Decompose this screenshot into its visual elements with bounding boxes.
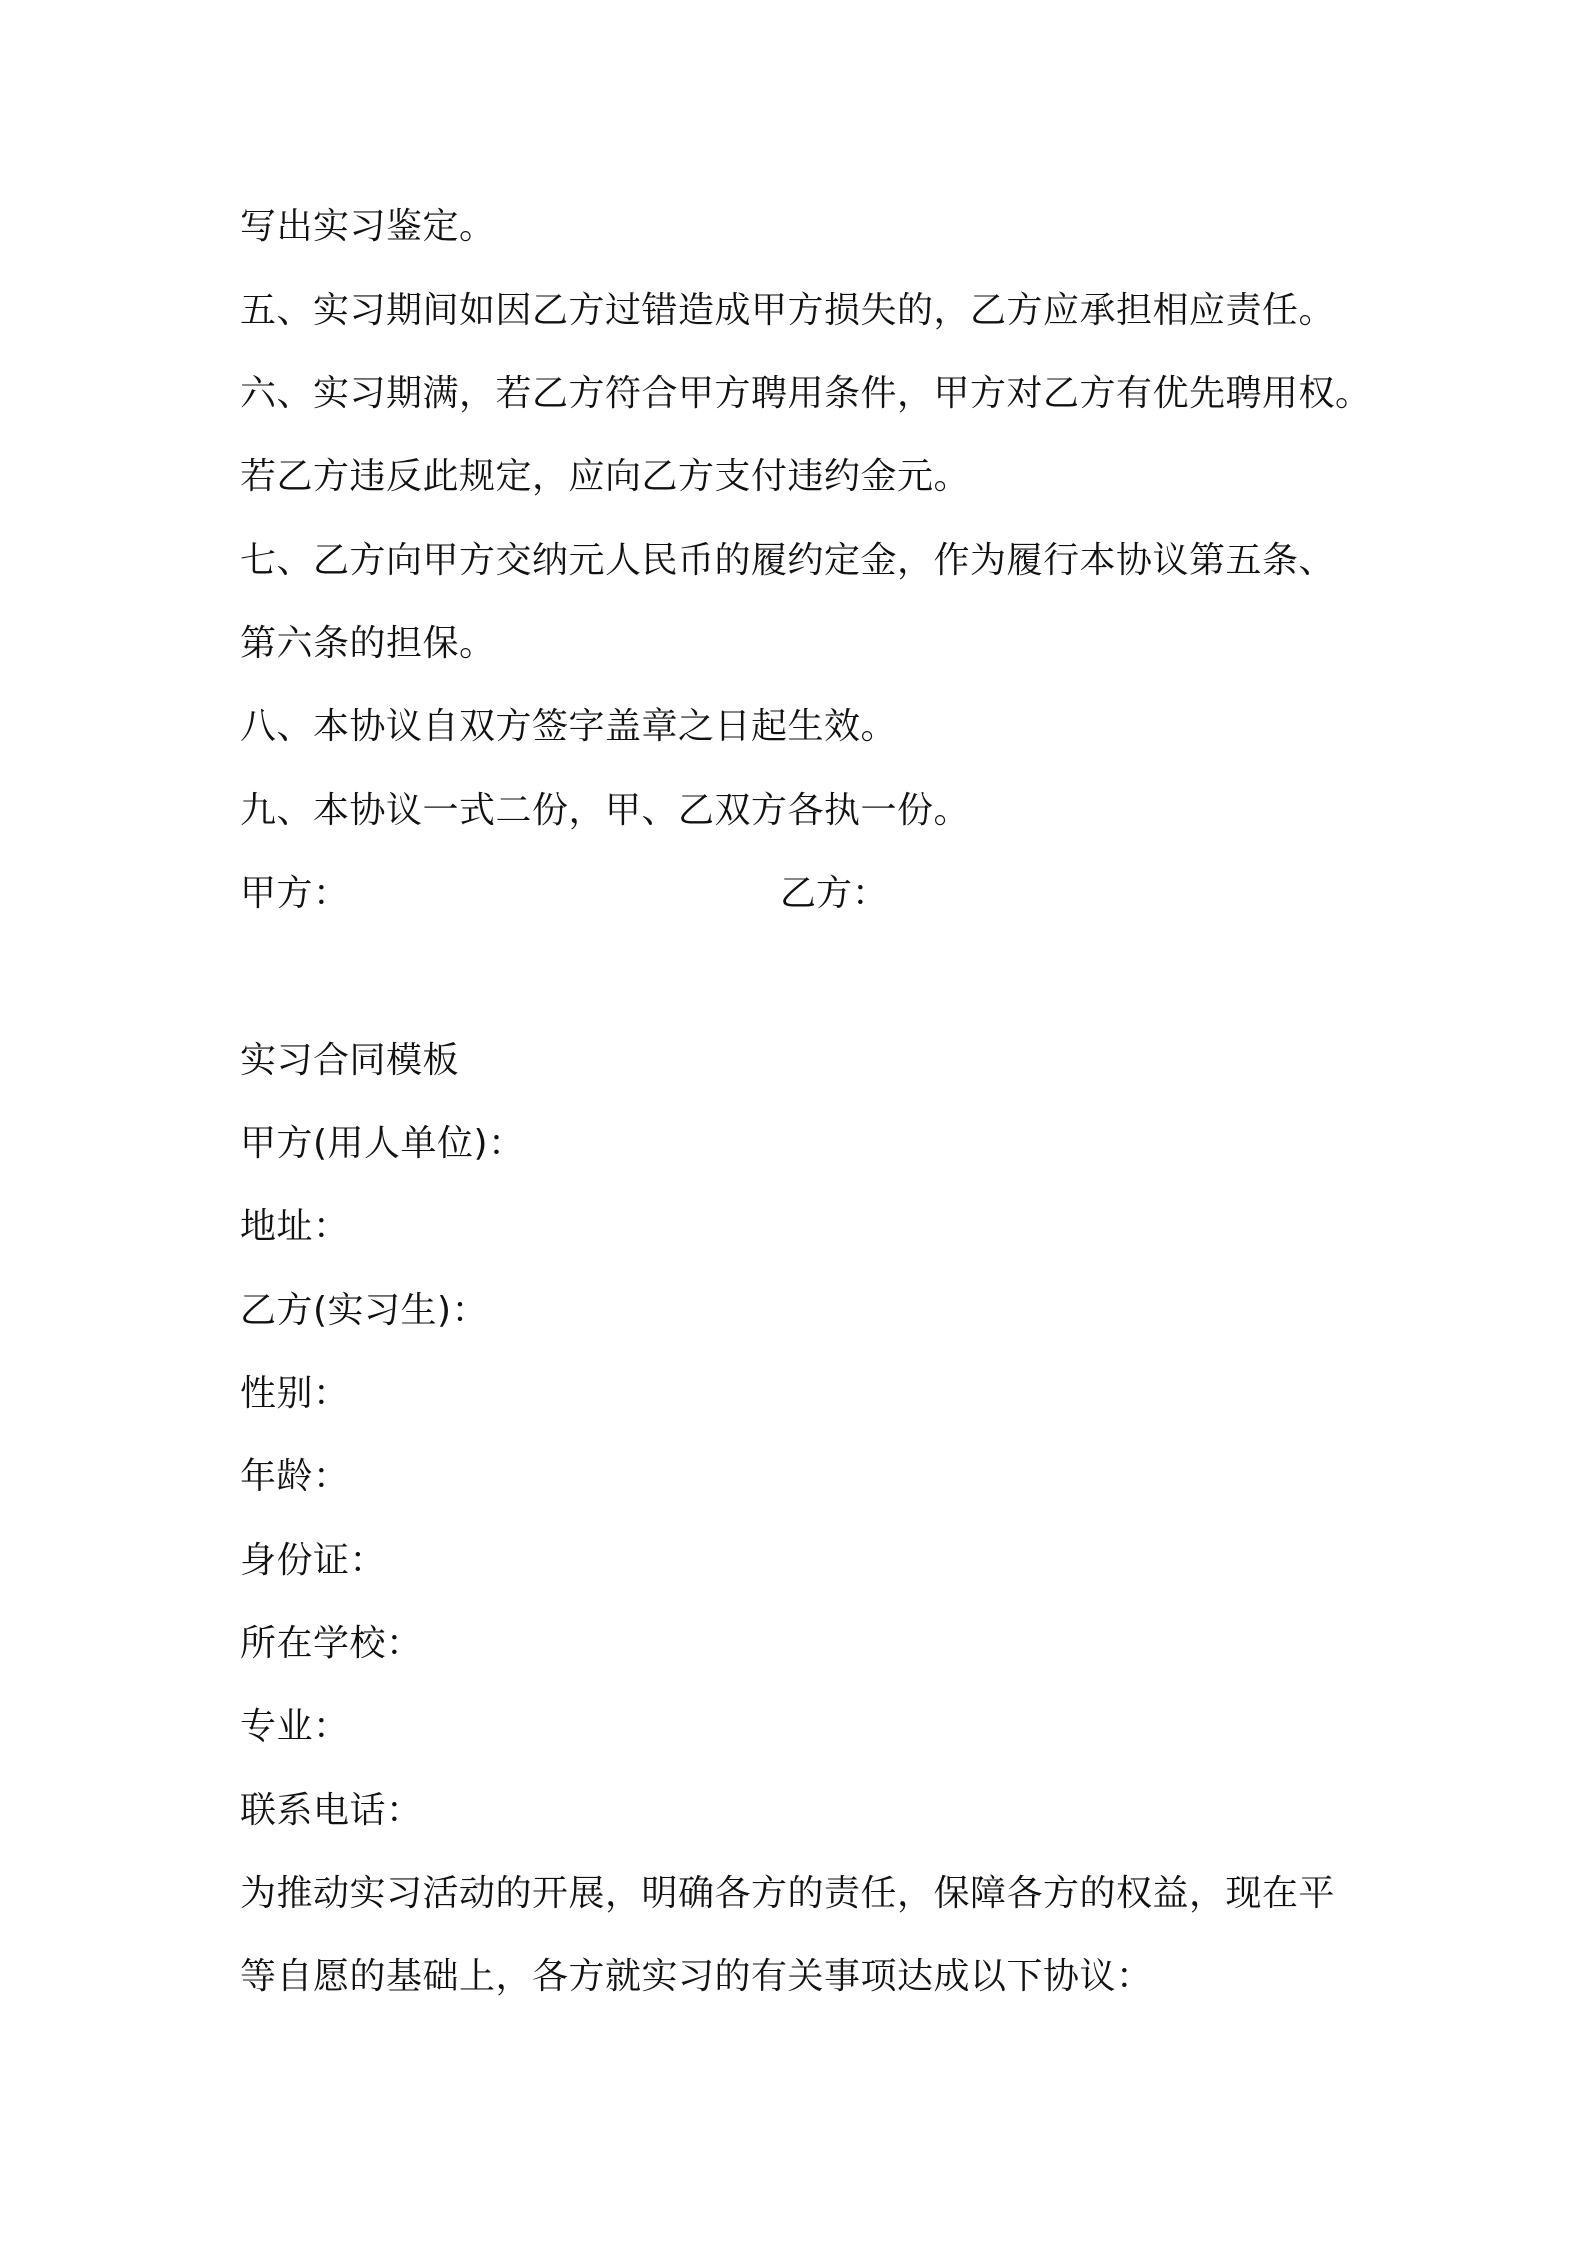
clause-8: 八、本协议自双方签字盖章之日起生效。 bbox=[240, 706, 898, 747]
field-age: 年龄： bbox=[240, 1456, 350, 1497]
signature-party-b: 乙方： bbox=[780, 873, 889, 914]
paragraph-line: 若乙方违反此规定，应向乙方支付违约金元。 bbox=[240, 456, 971, 497]
field-school: 所在学校： bbox=[240, 1623, 423, 1664]
field-gender: 性别： bbox=[240, 1373, 350, 1414]
preamble-line: 等自愿的基础上，各方就实习的有关事项达成以下协议： bbox=[240, 1956, 1153, 1997]
field-intern: 乙方(实习生)： bbox=[240, 1290, 489, 1331]
signature-party-a: 甲方： bbox=[240, 873, 350, 914]
field-address: 地址： bbox=[240, 1206, 350, 1247]
paragraph-line: 写出实习鉴定。 bbox=[240, 206, 496, 247]
field-major: 专业： bbox=[240, 1706, 350, 1747]
clause-7: 七、乙方向甲方交纳元人民币的履约定金，作为履行本协议第五条、 bbox=[240, 540, 1336, 581]
clause-5: 五、实习期间如因乙方过错造成甲方损失的，乙方应承担相应责任。 bbox=[240, 290, 1336, 331]
paragraph-line: 第六条的担保。 bbox=[240, 623, 496, 664]
clause-6: 六、实习期满，若乙方符合甲方聘用条件，甲方对乙方有优先聘用权。 bbox=[240, 373, 1372, 414]
field-id-card: 身份证： bbox=[240, 1540, 387, 1581]
preamble-line: 为推动实习活动的开展，明确各方的责任，保障各方的权益，现在平 bbox=[240, 1873, 1336, 1914]
field-employer: 甲方(用人单位)： bbox=[240, 1123, 525, 1164]
clause-9: 九、本协议一式二份，甲、乙双方各执一份。 bbox=[240, 790, 971, 831]
field-phone: 联系电话： bbox=[240, 1790, 423, 1831]
section-title: 实习合同模板 bbox=[240, 1040, 460, 1081]
